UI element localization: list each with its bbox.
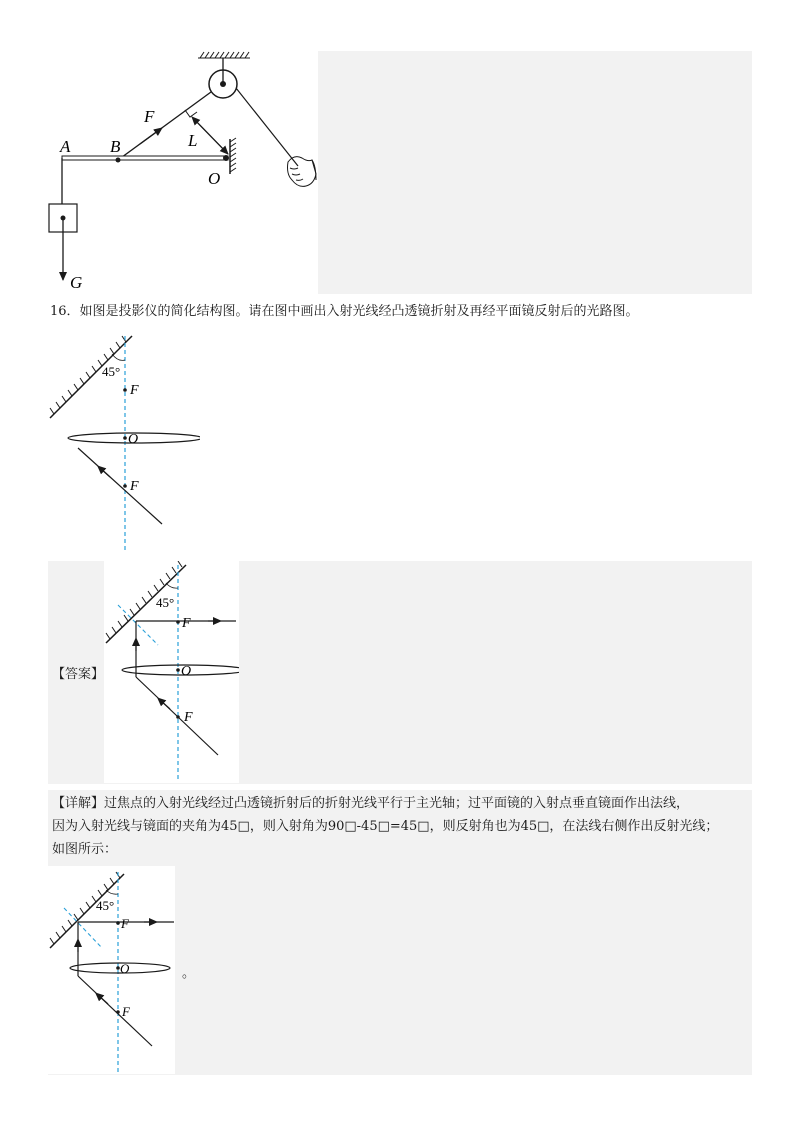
- detail-angle-label: 45°: [96, 898, 115, 913]
- ceiling-hatch: [198, 52, 250, 58]
- blank-panel-15: [318, 51, 752, 294]
- focus-top-label: F: [130, 383, 139, 398]
- detail-line-1: 【详解】过焦点的入射光线经过凸透镜折射后的折射光线平行于主光轴；过平面镜的入射点垂直镜面作出法线，: [52, 796, 690, 811]
- lever-pulley-figure: [40, 42, 320, 294]
- angle-label: 45°: [102, 364, 121, 379]
- detail-period: 。: [182, 966, 196, 981]
- wall-hatch: [230, 138, 236, 172]
- center-label: O: [128, 432, 139, 447]
- label-a: A: [60, 137, 71, 156]
- label-l: L: [188, 131, 198, 150]
- answer-label: 【答案】: [52, 667, 105, 682]
- label-o: O: [208, 169, 221, 188]
- answer-center-label: O: [181, 664, 192, 679]
- detail-panel: [48, 790, 752, 1075]
- detail-figure: [48, 866, 175, 1074]
- question-16: [50, 300, 639, 323]
- label-b: B: [110, 137, 121, 156]
- detail-label: 【详解】: [52, 796, 105, 811]
- detail-center-label: O: [120, 961, 130, 976]
- focus-bottom-label: F: [130, 479, 139, 494]
- projector-figure: [40, 326, 200, 556]
- label-g: G: [70, 273, 83, 292]
- question-text: 如图是投影仪的简化结构图。请在图中画出入射光线经凸透镜折射及再经平面镜反射后的光路图。: [79, 304, 639, 319]
- answer-figure: [104, 561, 239, 783]
- answer-focus-top-label: F: [182, 616, 191, 631]
- detail-figure-box: [48, 866, 175, 1074]
- question-number: 16．: [50, 304, 80, 319]
- answer-panel: [48, 561, 752, 784]
- answer-angle-label: 45°: [156, 595, 175, 610]
- answer-figure-box: [104, 561, 239, 783]
- detail-line-3: 如图所示：: [52, 842, 118, 857]
- answer-focus-bottom-label: F: [184, 710, 193, 725]
- detail-line-2: 因为入射光线与镜面的夹角为45□，则入射角为90□-45□=45□，则反射角也为45□，在法线右侧作出反射光线；: [52, 819, 719, 834]
- label-f: F: [144, 107, 155, 126]
- detail-focus-bottom-label: F: [122, 1004, 130, 1019]
- hand-icon: [288, 157, 317, 187]
- lever-bar: [62, 156, 228, 160]
- detail-focus-top-label: F: [121, 916, 129, 931]
